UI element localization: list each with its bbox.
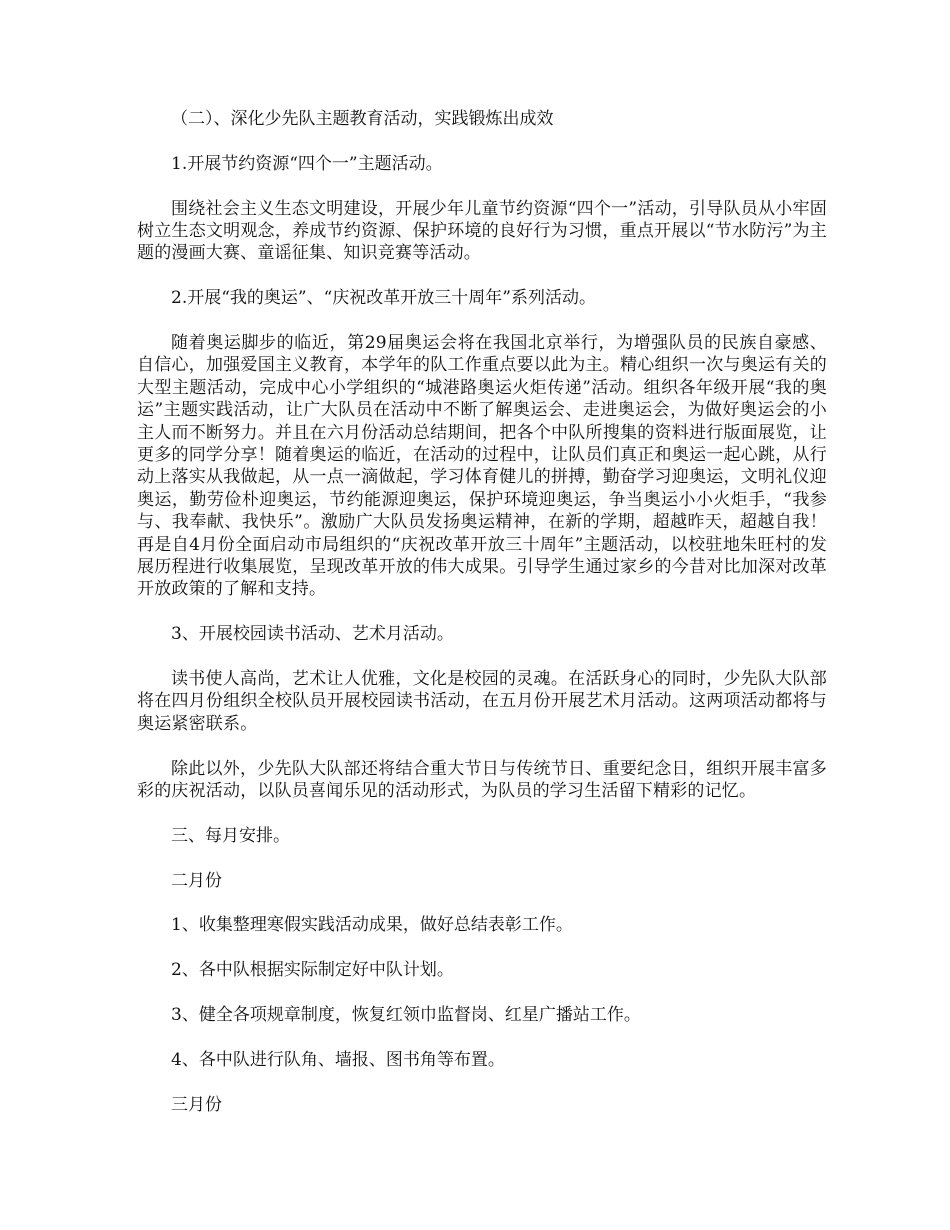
month-heading-february: 二月份 — [171, 870, 222, 891]
feb-item-4: 4、各中队进行队角、墙报、图书角等布置。 — [171, 1049, 505, 1070]
item-heading-3: 3、开展校园读书活动、艺术月活动。 — [171, 624, 454, 645]
section-heading-2: （二）、深化少先队主题教育活动，实践锻炼出成效 — [171, 109, 554, 129]
paragraph-reading-art: 读书使人高尚，艺术让人优雅，文化是校园的灵魂。在活跃身心的同时，少先队大队部将在四月份组织全校队员开展校园读书活动，在五月份开展艺术月活动。这两项活动都将与奥运紧密联系。 — [137, 669, 827, 734]
feb-item-3: 3、健全各项规章制度，恢复红领巾监督岗、红星广播站工作。 — [171, 1005, 641, 1026]
paragraph-olympics: 随着奥运脚步的临近，第29届奥运会将在我国北京举行，为增强队员的民族自豪感、自信心，加强爱国主义教育，本学年的队工作重点要以此为主。精心组织一次与奥运有关的大型主题活动，完成中心小学组织的“城港路奥运火炬传递”活动。组织各年级开展“我的奥运”主题实践活动，让广大队员在活动中不断了解奥运会、走进奥运会，为做好奥运会的小主人而不断努力。并且在六月份活动总结期间，把各个中队所搜集的资料进行版面展览，让更多的同学分享！随着奥运的临近，在活动的过程中，让队员们真正和奥运一起心跳，从行动上落实从我做起，从一点一滴做起，学习体育健儿的拼搏，勤奋学习迎奥运，文明礼仪迎奥运，勤劳俭朴迎奥运，节约能源迎奥运，保护环境迎奥运，争当奥运小小火炬手，“我参与、我奉献、我快乐”。激励广大队员发扬奥运精神，在新的学期，超越昨天，超越自我！再是自4月份全面启动市局组织的“庆祝改革开放三十周年”主题活动，以校驻地朱旺村的发展历程进行收集展览，呈现改革开放的伟大成果。引导学生通过家乡的今昔对比加深对改革开放政策的了解和支持。 — [137, 333, 827, 600]
section-heading-3: 三、每月安排。 — [171, 825, 290, 846]
paragraph-celebrations: 除此以外，少先队大队部还将结合重大节日与传统节日、重要纪念日，组织开展丰富多彩的庆祝活动，以队员喜闻乐见的活动形式，为队员的学习生活留下精彩的记忆。 — [137, 758, 827, 802]
item-heading-1: 1.开展节约资源“四个一”主题活动。 — [171, 153, 443, 174]
item-heading-2: 2.开展“我的奥运”、“庆祝改革开放三十周年”系列活动。 — [171, 288, 596, 309]
feb-item-2: 2、各中队根据实际制定好中队计划。 — [171, 960, 454, 981]
document-body — [137, 108, 827, 1138]
month-heading-march: 三月份 — [171, 1094, 222, 1115]
feb-item-1: 1、收集整理寒假实践活动成果，做好总结表彰工作。 — [171, 915, 573, 936]
paragraph-resource-saving: 围绕社会主义生态文明建设，开展少年儿童节约资源“四个一”活动，引导队员从小牢固树立生态文明观念，养成节约资源、保护环境的良好行为习惯，重点开展以“节水防污”为主题的漫画大赛、童谣征集、知识竞赛等活动。 — [137, 198, 827, 264]
